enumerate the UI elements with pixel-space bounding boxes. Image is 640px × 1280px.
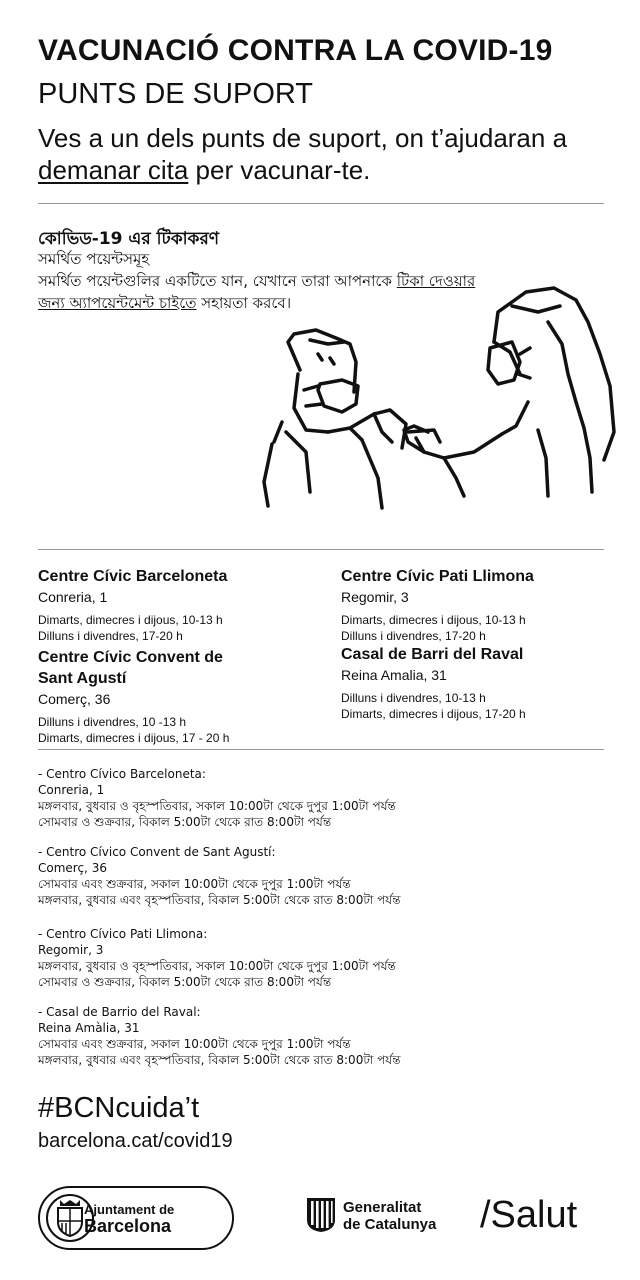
vaccination-illustration [258,282,618,542]
list-hours-line: সোমবার এবং শুক্রবার, সকাল 10:00টা থেকে দুপুর 1:00টা পর্যন্ত [38,1037,351,1051]
list-center-name: - Casal de Barrio del Raval: [38,1005,201,1019]
generalitat-line2: de Catalunya [343,1216,437,1233]
center-name: Casal de Barri del Raval [341,646,524,663]
center-card [38,647,258,746]
list-center-address: Reina Amàlia, 31 [38,1021,140,1035]
list-center-address: Regomir, 3 [38,943,104,957]
center-name: Centre Cívic Convent de Sant Agustí [38,649,223,687]
list-center-name: - Centro Cívico Convent de Sant Agustí: [38,845,276,859]
center-address: Regomir, 3 [341,589,409,605]
center-name: Centre Cívic Pati Llimona [341,568,534,585]
website-link[interactable]: barcelona.cat/covid19 [38,1130,233,1152]
list-center-address: Comerç, 36 [38,861,107,875]
page-title: VACUNACIÓ CONTRA LA COVID-19 [38,34,553,67]
center-hours-line: Dimarts, dimecres i dijous, 10-13 h [38,613,223,627]
ajuntament-barcelona-logo [38,1186,234,1250]
request-appointment-link[interactable]: demanar cita [38,155,189,185]
divider [38,749,604,750]
ajuntament-text-line2: Barcelona [84,1216,172,1236]
list-hours-line: মঙ্গলবার, বুধবার এবং বৃহস্পতিবার, বিকাল 5:00টা থেকে রাত 8:00টা পর্যন্ত [38,1053,401,1067]
center-address: Comerç, 36 [38,691,111,707]
generalitat-line1: Generalitat [343,1199,422,1216]
bengali-subtitle: সমর্থিত পয়েন্টসমূহ [38,250,150,268]
list-item [38,926,598,990]
list-hours-line: সোমবার ও শুক্রবার, বিকাল 5:00টা থেকে রাত 8:00টা পর্যন্ত [38,975,332,989]
list-item [38,766,598,830]
center-card [341,644,601,722]
center-hours-line: Dimarts, dimecres i dijous, 17-20 h [341,707,526,721]
center-address: Reina Amalia, 31 [341,667,447,683]
list-hours-line: সোমবার ও শুক্রবার, বিকাল 5:00টা থেকে রাত 8:00টা পর্যন্ত [38,815,332,829]
center-hours-line: Dilluns i divendres, 17-20 h [38,629,183,643]
list-center-name: - Centro Cívico Pati Llimona: [38,927,208,941]
page-subtitle: PUNTS DE SUPORT [38,78,314,110]
center-card [38,566,298,644]
center-hours-line: Dimarts, dimecres i dijous, 10-13 h [341,613,526,627]
generalitat-text [343,1199,436,1233]
generalitat-emblem-icon [305,1194,337,1234]
divider [38,203,604,204]
list-hours-line: মঙ্গলবার, বুধবার ও বৃহস্পতিবার, সকাল 10:00টা থেকে দুপুর 1:00টা পর্যন্ত [38,799,396,813]
list-hours-line: সোমবার এবং শুক্রবার, সকাল 10:00টা থেকে দুপুর 1:00টা পর্যন্ত [38,877,351,891]
intro-text-part: per vacunar-te. [188,155,371,185]
center-hours-line: Dilluns i divendres, 10 -13 h [38,715,187,729]
bengali-text-part: সহায়তা করবে। [196,294,292,312]
hashtag: #BCNcuida’t [38,1092,200,1124]
bengali-title: কোভিড-19 এর টিকাকরণ [38,229,220,249]
center-address: Conreria, 1 [38,589,108,605]
salut-logo: /Salut [480,1194,578,1236]
list-item [38,1004,598,1068]
center-name: Centre Cívic Barceloneta [38,568,228,585]
center-hours-line: Dilluns i divendres, 17-20 h [341,629,486,643]
center-hours-line: Dimarts, dimecres i dijous, 17 - 20 h [38,731,230,745]
list-hours-line: মঙ্গলবার, বুধবার এবং বৃহস্পতিবার, বিকাল 5:00টা থেকে রাত 8:00টা পর্যন্ত [38,893,401,907]
list-hours-line: মঙ্গলবার, বুধবার ও বৃহস্পতিবার, সকাল 10:00টা থেকে দুপুর 1:00টা পর্যন্ত [38,959,396,973]
bengali-appointment-link[interactable]: টিকা দেওয়ার জন্য অ্যাপয়েন্টমেন্ট চাইতে [38,272,476,312]
center-card [341,566,601,644]
list-center-address: Conreria, 1 [38,783,105,797]
intro-text [38,122,618,186]
list-item [38,844,598,908]
list-center-name: - Centro Cívico Barceloneta: [38,767,206,781]
intro-text-part: Ves a un dels punts de suport, on t’ajudaran a [38,123,568,153]
center-hours-line: Dilluns i divendres, 10-13 h [341,691,486,705]
ajuntament-text-line1: Ajuntament de [84,1202,175,1217]
bengali-text-part: সমর্থিত পয়েন্টগুলির একটিতে যান, যেখানে তারা আপনাকে [38,272,397,290]
divider [38,549,604,550]
